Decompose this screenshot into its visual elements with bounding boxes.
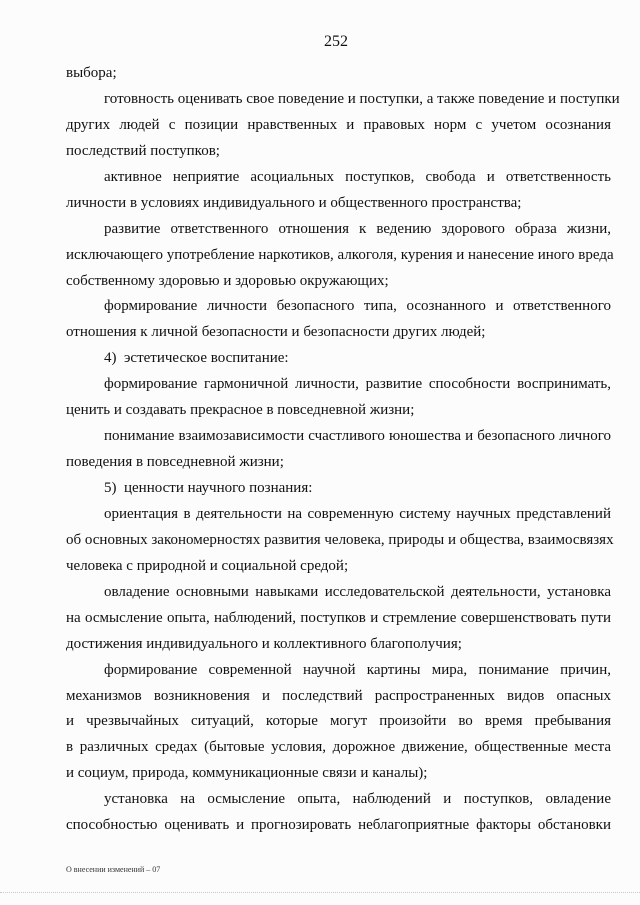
text-line: формирование современной научной картины мира, понимание причин, — [104, 661, 611, 678]
paragraph — [66, 502, 614, 580]
footer-note: О внесении изменений – 07 — [66, 865, 161, 874]
paragraph — [66, 424, 611, 476]
text-line: ценить и создавать прекрасное в повседневной жизни; — [66, 402, 415, 419]
text-line: установка на осмысление опыта, наблюдений и поступков, овладение — [104, 791, 611, 808]
text-line: в различных средах (бытовые условия, дорожное движение, общественные места — [66, 739, 611, 756]
paragraph — [66, 61, 611, 87]
paragraph — [66, 372, 611, 424]
paragraph — [66, 580, 611, 658]
text-line: овладение основными навыками исследовательской деятельности, установка — [104, 583, 611, 600]
text-line: об основных закономерностях развития человека, природы и общества, взаимосвязях — [66, 531, 614, 548]
text-line: выбора; — [66, 65, 117, 81]
page-number: 252 — [324, 33, 348, 50]
paragraph — [66, 658, 611, 788]
text-line: собственному здоровью и здоровью окружающих; — [66, 272, 389, 289]
text-line: 4) эстетическое воспитание: — [104, 350, 289, 367]
paragraph — [66, 87, 620, 165]
text-line: понимание взаимозависимости счастливого юношества и безопасного личного — [104, 428, 611, 445]
paragraph — [66, 217, 614, 295]
text-line: механизмов возникновения и последствий распространенных видов опасных — [66, 687, 611, 704]
text-line: последствий поступков; — [66, 142, 220, 159]
text-line: способностью оценивать и прогнозировать неблагоприятные факторы обстановки — [66, 817, 611, 834]
scan-edge-line — [0, 892, 640, 893]
text-line: активное неприятие асоциальных поступков, свобода и ответственность — [104, 168, 611, 185]
text-line: и чрезвычайных ситуаций, которые могут произойти во время пребывания — [66, 713, 611, 730]
paragraph — [66, 787, 611, 839]
text-line: ориентация в деятельности на современную систему научных представлений — [104, 505, 611, 522]
text-line: формирование личности безопасного типа, осознанного и ответственного — [104, 298, 611, 315]
text-line: других людей с позиции нравственных и правовых норм с учетом осознания — [66, 116, 611, 133]
text-line: и социум, природа, коммуникационные связи и каналы); — [66, 765, 428, 782]
section-heading — [66, 346, 611, 372]
text-line: исключающего употребление наркотиков, алкоголя, курения и нанесение иного вреда — [66, 246, 614, 263]
text-line: на осмысление опыта, наблюдений, поступков и стремление совершенствовать пути — [66, 609, 611, 626]
text-line: формирование гармоничной личности, развитие способности воспринимать, — [104, 376, 611, 393]
text-line: достижения индивидуального и коллективного благополучия; — [66, 635, 462, 652]
document-body — [66, 61, 620, 839]
text-line: человека с природной и социальной средой; — [66, 557, 349, 574]
text-line: 5) ценности научного познания: — [104, 480, 313, 496]
text-line: готовность оценивать свое поведение и поступки, а также поведение и поступки — [104, 90, 620, 107]
paragraph — [66, 294, 611, 346]
paragraph — [66, 165, 611, 217]
text-line: отношения к личной безопасности и безопасности других людей; — [66, 324, 486, 341]
text-line: поведения в повседневной жизни; — [66, 454, 284, 471]
section-heading — [66, 476, 611, 502]
text-line: развитие ответственного отношения к ведению здорового образа жизни, — [104, 220, 611, 237]
text-line: личности в условиях индивидуального и общественного пространства; — [66, 194, 522, 211]
